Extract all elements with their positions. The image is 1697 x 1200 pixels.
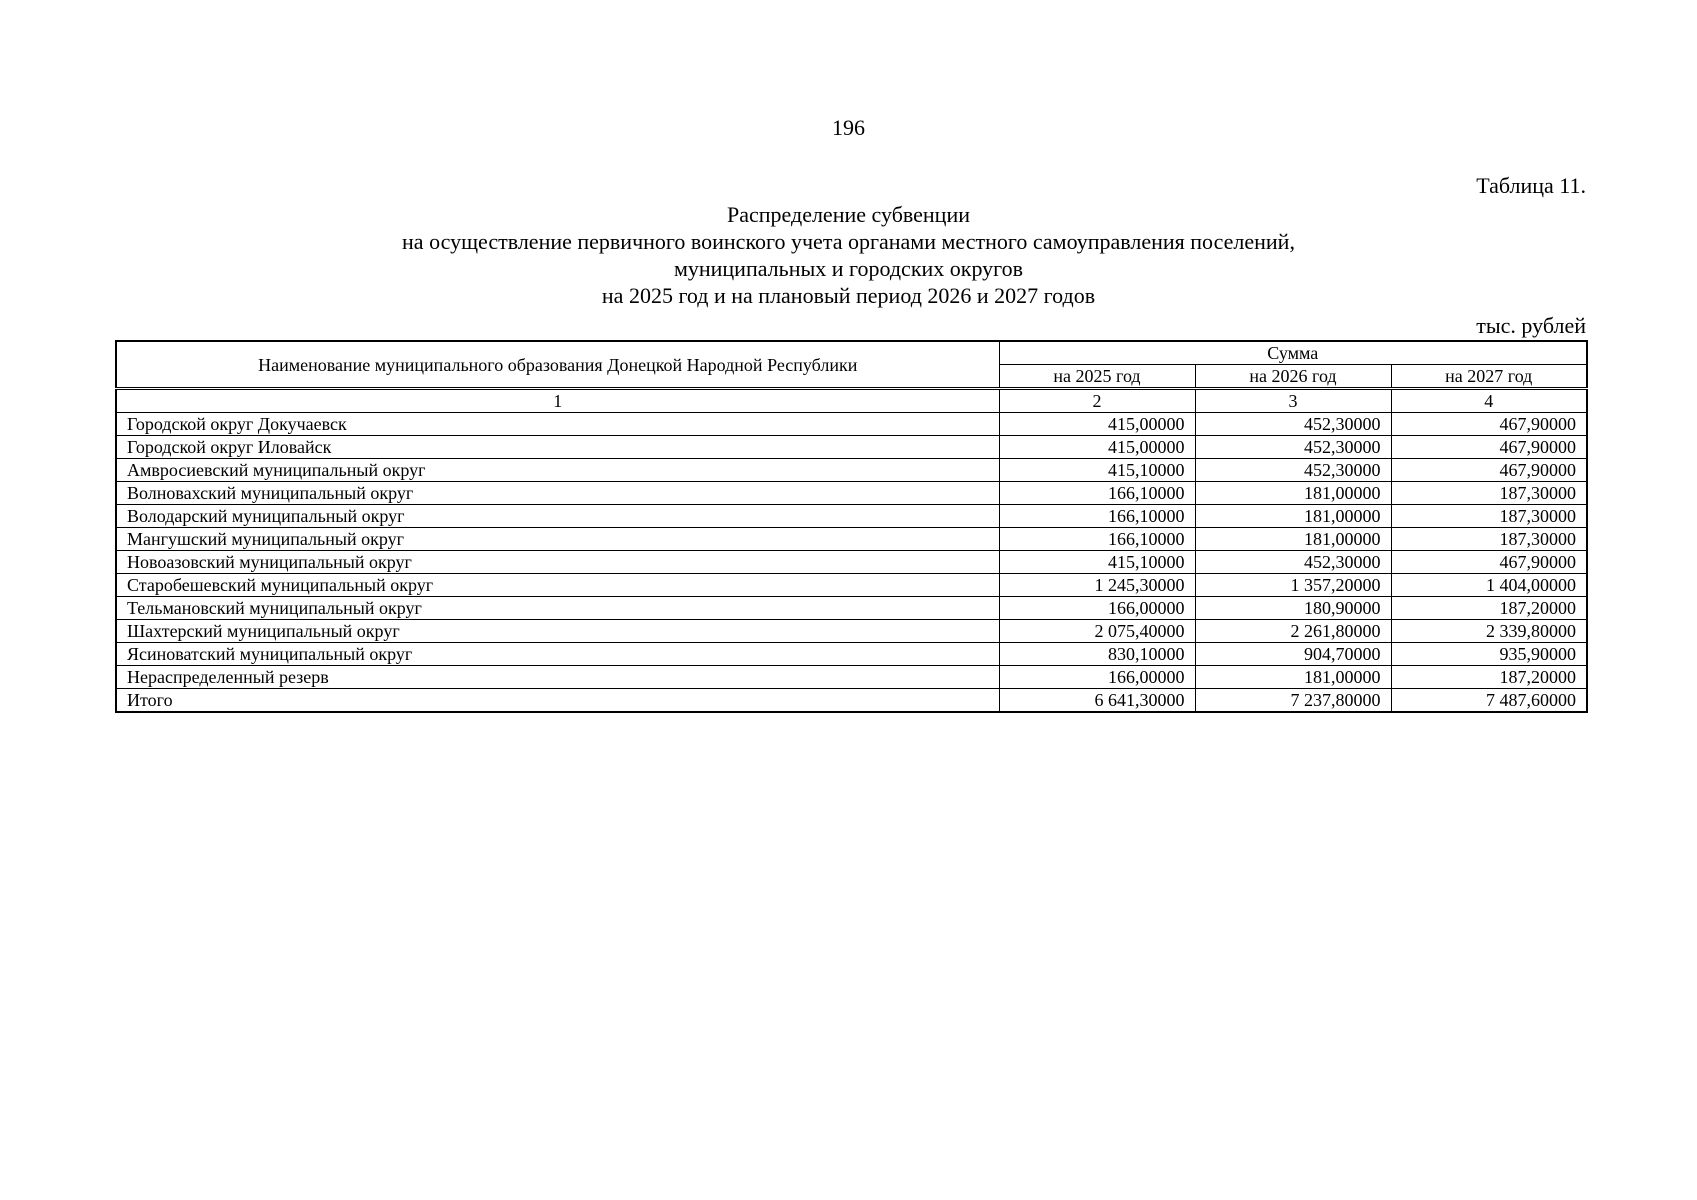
value-2025: 415,00000 xyxy=(999,436,1195,459)
value-2027: 467,90000 xyxy=(1391,413,1587,436)
value-2027: 467,90000 xyxy=(1391,436,1587,459)
value-2027: 467,90000 xyxy=(1391,551,1587,574)
table-row xyxy=(116,413,1587,436)
value-2026: 452,30000 xyxy=(1195,436,1391,459)
value-2025: 166,10000 xyxy=(999,482,1195,505)
header-row xyxy=(116,341,1587,365)
value-2026: 181,00000 xyxy=(1195,482,1391,505)
row-name: Ясиноватский муниципальный округ xyxy=(116,643,999,666)
value-2026: 180,90000 xyxy=(1195,597,1391,620)
value-2025: 415,00000 xyxy=(999,413,1195,436)
table-row xyxy=(116,528,1587,551)
value-2026: 181,00000 xyxy=(1195,666,1391,689)
value-2026: 181,00000 xyxy=(1195,505,1391,528)
value-2025: 166,10000 xyxy=(999,528,1195,551)
column-number-row xyxy=(116,389,1587,413)
row-name: Нераспределенный резерв xyxy=(116,666,999,689)
value-2026: 904,70000 xyxy=(1195,643,1391,666)
value-2025: 1 245,30000 xyxy=(999,574,1195,597)
value-2026: 452,30000 xyxy=(1195,413,1391,436)
value-2027: 1 404,00000 xyxy=(1391,574,1587,597)
row-name: Володарский муниципальный округ xyxy=(116,505,999,528)
value-2026: 2 261,80000 xyxy=(1195,620,1391,643)
column-number: 1 xyxy=(116,389,999,413)
row-name: Итого xyxy=(116,689,999,713)
value-2027: 187,30000 xyxy=(1391,505,1587,528)
table-row xyxy=(116,459,1587,482)
header-year-2026: на 2026 год xyxy=(1195,365,1391,389)
value-2027: 187,30000 xyxy=(1391,528,1587,551)
value-2025: 6 641,30000 xyxy=(999,689,1195,713)
row-name: Городской округ Иловайск xyxy=(116,436,999,459)
value-2027: 187,30000 xyxy=(1391,482,1587,505)
value-2026: 1 357,20000 xyxy=(1195,574,1391,597)
column-number: 2 xyxy=(999,389,1195,413)
value-2025: 415,10000 xyxy=(999,459,1195,482)
table-row xyxy=(116,482,1587,505)
value-2026: 452,30000 xyxy=(1195,551,1391,574)
value-2025: 166,00000 xyxy=(999,666,1195,689)
title-line: на 2025 год и на плановый период 2026 и 2027 годов xyxy=(601,283,1096,308)
units-label: тыс. рублей xyxy=(1476,313,1586,338)
title-line: на осуществление первичного воинского учета органами местного самоуправления поселений, xyxy=(402,229,1295,254)
table-row xyxy=(116,666,1587,689)
header-sum-group: Сумма xyxy=(999,341,1587,365)
value-2027: 467,90000 xyxy=(1391,459,1587,482)
title-line: Распределение субвенции xyxy=(726,202,971,227)
table-label: Таблица 11. xyxy=(1476,173,1586,198)
table-row xyxy=(116,643,1587,666)
value-2026: 452,30000 xyxy=(1195,459,1391,482)
value-2027: 935,90000 xyxy=(1391,643,1587,666)
table-row xyxy=(116,551,1587,574)
header-name-column: Наименование муниципального образования Донецкой Народной Республики xyxy=(116,341,999,389)
table-row xyxy=(116,574,1587,597)
value-2025: 415,10000 xyxy=(999,551,1195,574)
title-line: муниципальных и городских округов xyxy=(673,256,1024,281)
row-name: Волновахский муниципальный округ xyxy=(116,482,999,505)
row-name: Тельмановский муниципальный округ xyxy=(116,597,999,620)
value-2027: 7 487,60000 xyxy=(1391,689,1587,713)
value-2026: 181,00000 xyxy=(1195,528,1391,551)
row-name: Старобешевский муниципальный округ xyxy=(116,574,999,597)
subvention-table xyxy=(115,340,1588,713)
row-name: Амвросиевский муниципальный округ xyxy=(116,459,999,482)
value-2025: 2 075,40000 xyxy=(999,620,1195,643)
column-number: 4 xyxy=(1391,389,1587,413)
table-row xyxy=(116,620,1587,643)
row-name: Мангушский муниципальный округ xyxy=(116,528,999,551)
header-year-2027: на 2027 год xyxy=(1391,365,1587,389)
value-2025: 830,10000 xyxy=(999,643,1195,666)
value-2027: 2 339,80000 xyxy=(1391,620,1587,643)
value-2026: 7 237,80000 xyxy=(1195,689,1391,713)
table-row xyxy=(116,505,1587,528)
value-2025: 166,00000 xyxy=(999,597,1195,620)
table-row xyxy=(116,597,1587,620)
document-title xyxy=(0,201,1697,309)
value-2027: 187,20000 xyxy=(1391,597,1587,620)
value-2025: 166,10000 xyxy=(999,505,1195,528)
row-name: Новоазовский муниципальный округ xyxy=(116,551,999,574)
header-year-2025: на 2025 год xyxy=(999,365,1195,389)
row-name: Шахтерский муниципальный округ xyxy=(116,620,999,643)
table-row xyxy=(116,436,1587,459)
column-number: 3 xyxy=(1195,389,1391,413)
value-2027: 187,20000 xyxy=(1391,666,1587,689)
row-name: Городской округ Докучаевск xyxy=(116,413,999,436)
table-row xyxy=(116,689,1587,713)
page-number: 196 xyxy=(832,115,865,140)
